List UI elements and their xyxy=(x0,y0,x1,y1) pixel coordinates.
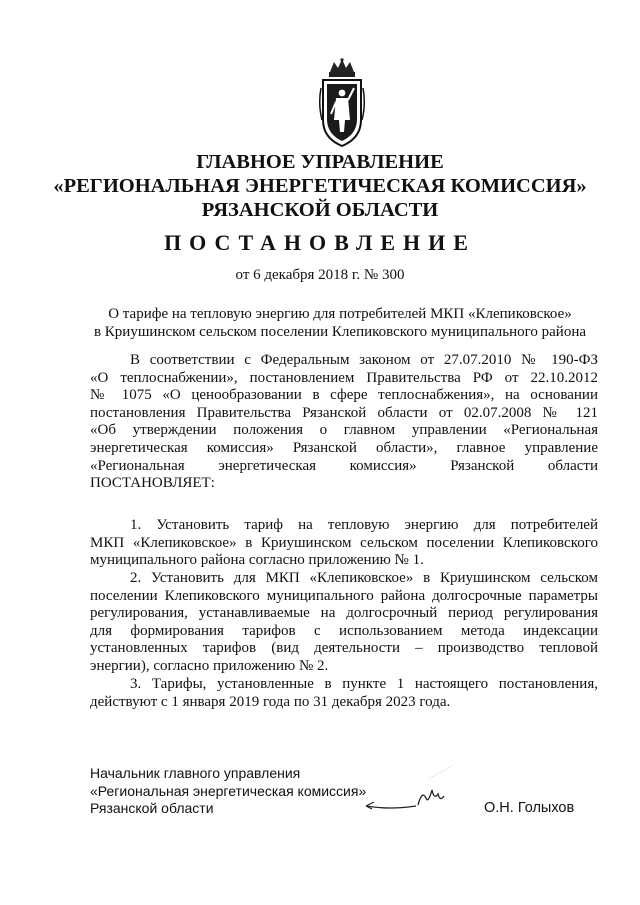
preamble-line: № 1075 «О ценообразовании в сфере теплоснабжения», на основании xyxy=(90,387,598,404)
item-line: 3. Тарифы, установленные в пункте 1 настоящего постановления, xyxy=(130,676,598,692)
position-line: «Региональная энергетическая комиссия» xyxy=(90,782,367,799)
resolution-item-3 xyxy=(90,676,598,711)
document-date-number: от 6 декабря 2018 г. № 300 xyxy=(235,267,405,283)
preamble-paragraph xyxy=(90,352,598,493)
handwritten-signature-icon xyxy=(360,760,480,820)
item-line: 1. Установить тариф на тепловую энергию для потребителей xyxy=(130,517,598,533)
item-line: 2. Установить для МКП «Клепиковское» в Криушинском сельском xyxy=(130,570,598,586)
signatory-position xyxy=(90,765,366,818)
item-line: установленных тарифов (вид деятельности – производство тепловой xyxy=(90,640,598,657)
preamble-line: энергетическая комиссия» Рязанской области», главное управление xyxy=(90,439,598,456)
heading-line-3: РЯЗАНСКОЙ ОБЛАСТИ xyxy=(201,199,439,221)
item-line: для формирования тарифов с использованием метода индексации xyxy=(90,622,598,639)
heading-line-2: «РЕГИОНАЛЬНАЯ ЭНЕРГЕТИЧЕСКАЯ КОМИССИЯ» xyxy=(53,175,587,197)
document-type-title: ПОСТАНОВЛЕНИЕ xyxy=(164,230,476,255)
signatory-name: О.Н. Голыхов xyxy=(484,800,575,816)
item-line: МКП «Клепиковское» в Криушинском сельском поселении Клепиковского xyxy=(90,534,598,551)
heading-line-1: ГЛАВНОЕ УПРАВЛЕНИЕ xyxy=(196,151,444,173)
position-line: Начальник главного управления xyxy=(90,765,301,781)
resolution-item-1 xyxy=(90,517,598,570)
preamble-line: постановления Правительства Рязанской области от 02.07.2008 № 121 xyxy=(90,404,598,421)
coat-of-arms-icon xyxy=(318,58,366,150)
preamble-line: В соответствии с Федеральным законом от 27.07.2010 № 190-ФЗ xyxy=(130,352,598,368)
document-subject xyxy=(80,305,600,341)
resolution-item-2 xyxy=(90,570,598,676)
item-line: муниципального района согласно приложению № 1. xyxy=(90,552,424,569)
item-line: энергии), согласно приложению № 2. xyxy=(90,657,329,674)
preamble-line: «О теплоснабжении», постановлением Правительства РФ от 22.10.2012 xyxy=(90,369,598,386)
subject-line: в Криушинском сельском поселении Клепиковского муниципального района xyxy=(93,324,587,340)
item-line: регулирования, устанавливаемые на долгосрочный период регулирования xyxy=(90,605,598,622)
preamble-line: «Региональная энергетическая комиссия» Рязанской области xyxy=(90,457,598,474)
preamble-line: ПОСТАНОВЛЯЕТ: xyxy=(90,475,215,492)
item-line: действуют с 1 января 2019 года по 31 декабря 2023 года. xyxy=(90,693,451,710)
preamble-line: «Об утверждении положения о главном управлении «Региональная xyxy=(90,422,598,439)
item-line: поселении Клепиковского муниципального района долгосрочные параметры xyxy=(90,587,598,604)
position-line: Рязанской области xyxy=(90,800,214,816)
subject-line: О тарифе на тепловую энергию для потребителей МКП «Клепиковское» xyxy=(108,306,572,322)
